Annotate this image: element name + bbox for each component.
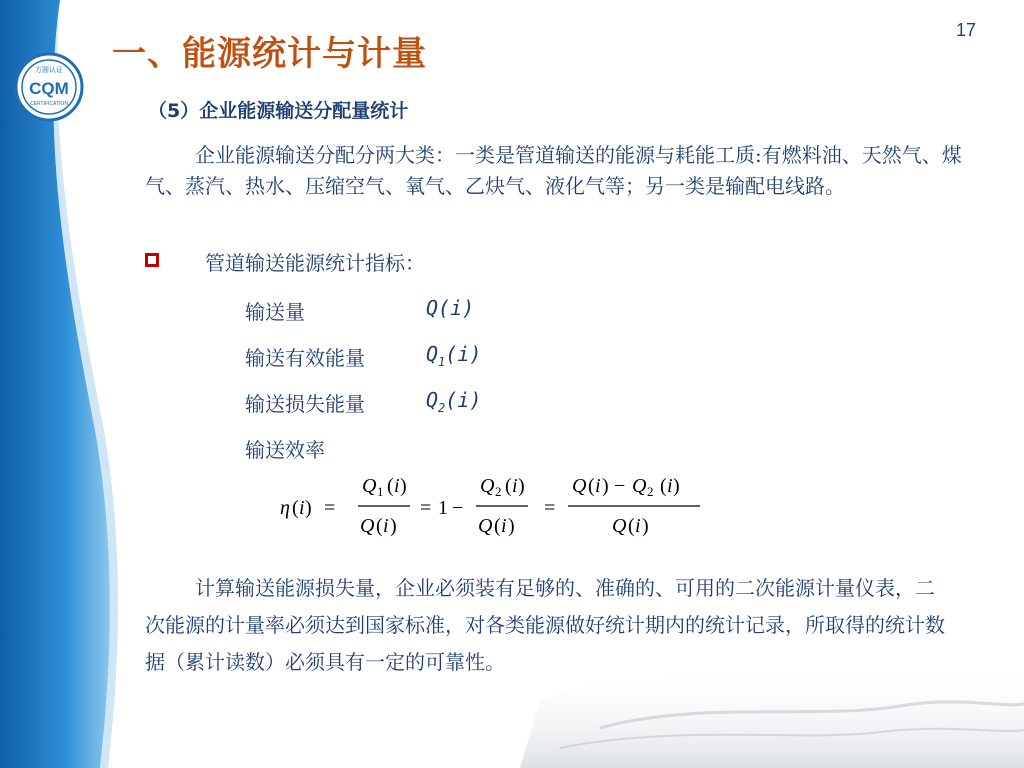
svg-text:2: 2 [647, 484, 654, 499]
svg-text:(: ( [628, 515, 635, 537]
svg-text:(: ( [387, 475, 394, 497]
indicator-symbol: Q(i) [426, 296, 475, 320]
svg-text:1: 1 [377, 484, 384, 499]
logo-text: CQM [29, 79, 69, 98]
svg-text:): ) [642, 515, 649, 537]
logo-bottom-text: CERTIFICATION [30, 101, 68, 107]
svg-text:i: i [635, 515, 641, 537]
svg-text:=: = [544, 497, 556, 519]
svg-text:=: = [420, 497, 432, 519]
svg-text:i: i [501, 515, 507, 537]
svg-text:i: i [299, 497, 305, 519]
svg-text:i: i [383, 515, 389, 537]
svg-text:(: ( [505, 475, 512, 497]
indicator-label: 输送效率 [245, 438, 325, 462]
slide-title: 一、能源统计与计量 [112, 34, 427, 74]
svg-text:Q: Q [480, 475, 495, 497]
indicator-label: 输送有效能量 [245, 346, 365, 370]
svg-text:): ) [673, 475, 680, 497]
svg-text:−: − [452, 497, 464, 519]
svg-text:Q: Q [362, 475, 377, 497]
cqm-logo [14, 52, 84, 122]
page-number: 17 [955, 20, 976, 40]
svg-text:Q: Q [632, 475, 647, 497]
intro-paragraph [145, 140, 965, 202]
logo-small-text: 方圆认证 [35, 66, 63, 74]
intro-paragraph-text: 企业能源输送分配分两大类：一类是管道输送的能源与耗能工质:有燃料油、天然气、煤气、蒸汽、热水、压缩空气、氧气、乙炔气、液化气等；另一类是输配电线路。 [145, 143, 962, 198]
svg-text:=: = [324, 497, 336, 519]
indicator-label: 输送量 [245, 300, 305, 324]
bullet-heading: 管道输送能源统计指标： [205, 251, 425, 275]
efficiency-formula [280, 468, 720, 548]
section-subtitle: （5）企业能源输送分配量统计 [148, 100, 409, 122]
svg-text:): ) [390, 515, 397, 537]
svg-text:): ) [305, 497, 312, 519]
svg-text:(: ( [660, 475, 667, 497]
svg-text:): ) [508, 515, 515, 537]
svg-text:2: 2 [495, 484, 502, 499]
svg-text:(: ( [376, 515, 383, 537]
svg-text:η: η [280, 497, 290, 519]
svg-text:1: 1 [438, 497, 448, 519]
svg-text:−: − [614, 475, 626, 497]
svg-text:): ) [518, 475, 525, 497]
svg-text:): ) [602, 475, 609, 497]
svg-text:Q: Q [360, 515, 375, 537]
svg-text:(: ( [494, 515, 501, 537]
svg-text:i: i [512, 475, 518, 497]
indicator-symbol: $Q_1(i)$ [426, 342, 482, 369]
bullet-square-icon [145, 253, 159, 267]
svg-text:i: i [595, 475, 601, 497]
svg-text:Q: Q [612, 515, 627, 537]
svg-text:(: ( [292, 497, 299, 519]
svg-text:i: i [667, 475, 673, 497]
svg-text:Q: Q [572, 475, 587, 497]
indicator-symbol: $Q_2(i)$ [426, 388, 482, 415]
svg-text:): ) [400, 475, 407, 497]
svg-text:Q: Q [478, 515, 493, 537]
indicator-label: 输送损失能量 [245, 392, 365, 416]
conclusion-paragraph-text: 计算输送能源损失量，企业必须装有足够的、准确的、可用的二次能源计量仪表，二次能源的计量率必须达到国家标准，对各类能源做好统计期内的统计记录，所取得的统计数据（累计读数）必须具有一定的可靠性。 [145, 576, 945, 674]
svg-text:(: ( [588, 475, 595, 497]
conclusion-paragraph [145, 570, 945, 681]
svg-text:i: i [394, 475, 400, 497]
